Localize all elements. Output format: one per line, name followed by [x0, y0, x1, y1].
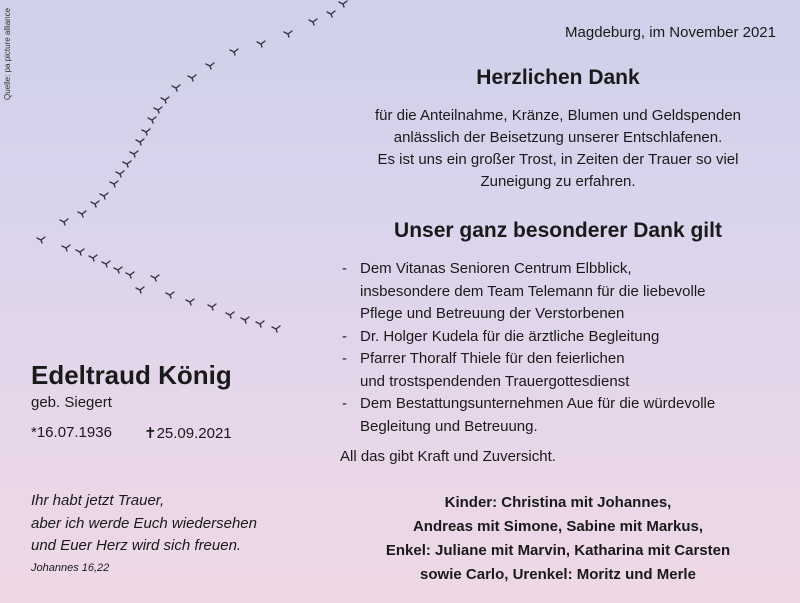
heading-special-thanks: Unser ganz besonderer Dank gilt — [394, 219, 722, 242]
goose-silhouette — [60, 219, 68, 225]
thanks-line: - Dem Vitanas Senioren Centrum Elbblick, — [360, 260, 632, 277]
thanks-line: - Dr. Holger Kudela für die ärztliche Begleitung — [360, 327, 660, 345]
family-line: Kinder: Christina mit Johannes, — [444, 494, 672, 511]
goose-silhouette — [148, 117, 156, 123]
family-line: Enkel: Juliane mit Marvin, Katharina mit Carsten — [385, 542, 731, 559]
goose-silhouette — [208, 304, 216, 310]
quote-source: Johannes 16,22 — [31, 562, 110, 574]
goose-silhouette — [114, 267, 122, 273]
goose-silhouette — [123, 161, 131, 167]
thanks-item — [340, 258, 780, 326]
intro-text — [340, 105, 776, 193]
goose-silhouette — [154, 107, 162, 113]
heading-thanks: Herzlichen Dank — [476, 66, 640, 89]
goose-silhouette — [226, 312, 234, 318]
goose-silhouette — [188, 75, 196, 81]
goose-silhouette — [130, 151, 138, 157]
thanks-item — [340, 326, 780, 349]
goose-silhouette — [172, 85, 180, 91]
bible-quote — [31, 490, 257, 558]
goose-silhouette — [76, 249, 84, 255]
goose-silhouette — [161, 97, 169, 103]
thanks-line: - Dem Bestattungsunternehmen Aue für die würdevolle — [360, 395, 716, 412]
family-signature — [340, 491, 776, 587]
goose-silhouette — [257, 41, 265, 47]
thanks-line: und trostspendenden Trauergottesdienst — [360, 372, 630, 390]
goose-silhouette — [102, 261, 110, 267]
goose-silhouette — [126, 272, 134, 278]
goose-silhouette — [91, 201, 99, 207]
deceased-name: Edeltraud König — [31, 360, 232, 390]
goose-silhouette — [206, 63, 214, 69]
quote-line: und Euer Herz wird sich freuen. — [31, 537, 242, 554]
birth-date: *16.07.1936 — [31, 424, 112, 441]
goose-silhouette — [136, 287, 144, 293]
closing-text: All das gibt Kraft und Zuversicht. — [340, 448, 556, 465]
goose-silhouette — [62, 245, 70, 251]
thanks-line: - Pfarrer Thoralf Thiele für den feierlichen — [360, 350, 625, 367]
death-date: ✝25.09.2021 — [144, 425, 232, 442]
quote-line: Ihr habt jetzt Trauer, — [31, 492, 165, 509]
goose-silhouette — [272, 326, 280, 332]
goose-silhouette — [110, 181, 118, 187]
quote-line: aber ich werde Euch wiedersehen — [31, 514, 257, 532]
goose-silhouette — [136, 139, 144, 145]
thanks-item — [340, 348, 780, 393]
intro-line: anlässlich der Beisetzung unserer Entschlafenen. — [393, 129, 723, 146]
family-line: Andreas mit Simone, Sabine mit Markus, — [412, 518, 704, 535]
family-line: sowie Carlo, Urenkel: Moritz und Merle — [420, 566, 696, 583]
thanks-list — [340, 258, 780, 438]
goose-silhouette — [116, 171, 124, 177]
goose-silhouette — [186, 299, 194, 305]
intro-line: Es ist uns ein großer Trost, in Zeiten der Trauer so viel — [377, 151, 739, 168]
thanks-item — [340, 393, 780, 438]
goose-silhouette — [339, 1, 347, 7]
goose-silhouette — [89, 255, 97, 261]
intro-line: für die Anteilnahme, Kränze, Blumen und Geldspenden — [374, 107, 742, 124]
goose-silhouette — [327, 11, 335, 17]
goose-silhouette — [100, 193, 108, 199]
goose-silhouette — [166, 292, 174, 298]
goose-silhouette — [78, 211, 86, 217]
goose-silhouette — [142, 129, 150, 135]
goose-silhouette — [284, 31, 292, 37]
maiden-name: geb. Siegert — [31, 394, 112, 411]
goose-silhouette — [37, 237, 45, 243]
goose-silhouette — [151, 275, 159, 281]
goose-silhouette — [256, 321, 264, 327]
goose-silhouette — [230, 49, 238, 55]
goose-silhouette — [309, 19, 317, 25]
thanks-line: Pflege und Betreuung der Verstorbenen — [360, 305, 625, 322]
goose-silhouette — [241, 317, 249, 323]
intro-line: Zuneigung zu erfahren. — [480, 173, 636, 190]
thanks-line: Begleitung und Betreuung. — [360, 417, 538, 435]
thanks-line: insbesondere dem Team Telemann für die liebevolle — [360, 282, 706, 300]
photo-credit: Quelle: pa picture alliance — [3, 8, 12, 101]
place-date: Magdeburg, im November 2021 — [565, 24, 776, 41]
